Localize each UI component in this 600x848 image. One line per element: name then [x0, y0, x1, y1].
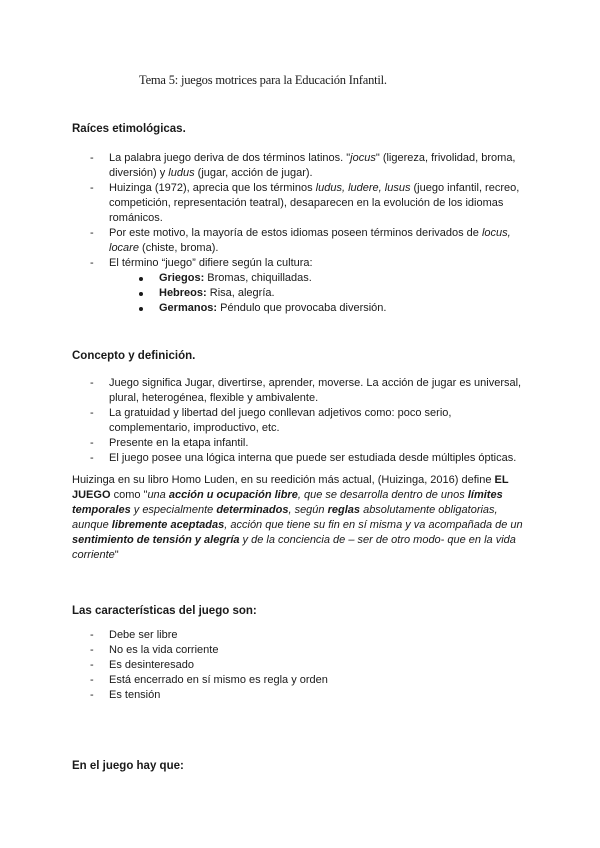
list-item: [72, 406, 532, 436]
section-heading-in-game: En el juego hay que:: [72, 760, 184, 772]
dash-bullet: -: [90, 227, 94, 239]
item-text: Debe ser libre: [109, 629, 178, 641]
dash-bullet: -: [90, 629, 94, 641]
quote-emphasis: libremente aceptadas: [111, 519, 225, 531]
culture-desc: Bromas, chiquilladas.: [204, 272, 312, 284]
quote-emphasis: reglas: [327, 504, 361, 516]
item-text: " (ligereza, frivolidad, broma, diversión) y: [109, 152, 516, 179]
item-text: (jugar, acción de jugar).: [194, 167, 313, 179]
item-latin-term: locus, locare: [109, 227, 511, 254]
list-item: [72, 436, 532, 451]
dash-bullet: -: [90, 182, 94, 194]
document-title: Tema 5: juegos motrices para la Educación Infantil.: [139, 73, 387, 87]
quote-italic: , según: [288, 504, 328, 516]
concept-list: [72, 376, 532, 466]
item-text: (chiste, broma).: [138, 242, 219, 254]
list-item: [72, 673, 532, 688]
item-latin-term: ludus, ludere, lusus: [315, 182, 411, 194]
item-text: La gratuidad y libertad del juego conllevan adjetivos como: poco serio, complementario, improductivo, etc.: [109, 407, 452, 434]
culture-name: Griegos:: [159, 272, 205, 284]
quote-italic: , que se desarrolla dentro de unos: [297, 489, 468, 501]
section-heading-concept: Concepto y definición.: [72, 350, 196, 362]
culture-list: [109, 271, 532, 316]
quote-emphasis: sentimiento de tensión y alegría: [72, 534, 240, 546]
culture-item: [109, 271, 532, 286]
item-latin-term: jocus: [350, 152, 376, 164]
item-text: Juego significa Jugar, divertirse, aprender, moverse. La acción de jugar es universal, plural, heterogénea, flexible y ambivalente.: [109, 377, 522, 404]
dash-bullet: -: [90, 452, 94, 464]
characteristics-list: [72, 628, 532, 703]
list-item: [72, 151, 532, 181]
list-item: [72, 688, 532, 703]
culture-item: [109, 301, 532, 316]
list-item: [72, 181, 532, 226]
quote-italic: una: [147, 489, 169, 501]
quote-italic: absolutamente obligatorias, aunque: [72, 504, 498, 531]
list-item: [72, 628, 532, 643]
dash-bullet: -: [90, 674, 94, 686]
culture-name: Hebreos:: [159, 287, 207, 299]
culture-desc: Péndulo que provocaba diversión.: [217, 302, 387, 314]
item-text: Es tensión: [109, 689, 161, 701]
list-item: [72, 256, 532, 316]
quote-emphasis: EL JUEGO: [72, 474, 509, 501]
item-text: La palabra juego deriva de dos términos latinos. ": [109, 152, 351, 164]
list-item: [72, 451, 532, 466]
list-item: [72, 226, 532, 256]
item-latin-term: ludus: [168, 167, 195, 179]
item-text: Huizinga (1972), aprecia que los términos: [109, 182, 316, 194]
dash-bullet: -: [90, 377, 94, 389]
quote-emphasis: determinados: [216, 504, 289, 516]
dash-bullet: -: [90, 152, 94, 164]
quote-emphasis: acción u ocupación libre: [168, 489, 298, 501]
item-text: El juego posee una lógica interna que puede ser estudiada desde múltiples ópticas.: [109, 452, 517, 464]
item-text: (juego infantil, recreo, competición, representación teatral), desaparecen en la evolución de los idiomas románicos.: [109, 182, 520, 224]
quote-text: como ": [110, 489, 148, 501]
item-text: Presente en la etapa infantil.: [109, 437, 249, 449]
item-text: Por este motivo, la mayoría de estos idiomas poseen términos derivados de: [109, 227, 482, 239]
huizinga-quote-paragraph: [72, 473, 532, 563]
etymology-list: [72, 151, 532, 316]
item-text: Es desinteresado: [109, 659, 194, 671]
dash-bullet: -: [90, 437, 94, 449]
section-heading-characteristics: Las características del juego son:: [72, 605, 257, 617]
item-text: El término “juego” difiere según la cultura:: [109, 257, 313, 269]
list-item: [72, 376, 532, 406]
dash-bullet: -: [90, 257, 94, 269]
dash-bullet: -: [90, 407, 94, 419]
quote-italic: , acción que tiene su fin en sí misma y va acompañada de un: [224, 519, 523, 531]
quote-italic: y especialmente: [130, 504, 217, 516]
dot-bullet: [139, 307, 143, 311]
quote-text: ": [114, 549, 119, 561]
item-text: Está encerrado en sí mismo es regla y orden: [109, 674, 328, 686]
quote-italic: y de la conciencia de – ser de otro modo- que en la vida corriente: [72, 534, 516, 561]
dash-bullet: -: [90, 659, 94, 671]
dot-bullet: [139, 292, 143, 296]
dot-bullet: [139, 277, 143, 281]
quote-text: Huizinga en su libro Homo Luden, en su reedición más actual, (Huizinga, 2016) define: [72, 474, 495, 486]
item-text: No es la vida corriente: [109, 644, 219, 656]
list-item: [72, 643, 532, 658]
dash-bullet: -: [90, 689, 94, 701]
culture-item: [109, 286, 532, 301]
quote-emphasis: límites temporales: [72, 489, 503, 516]
culture-desc: Risa, alegría.: [206, 287, 275, 299]
list-item: [72, 658, 532, 673]
culture-name: Germanos:: [159, 302, 218, 314]
dash-bullet: -: [90, 644, 94, 656]
section-heading-etymology: Raíces etimológicas.: [72, 123, 186, 135]
